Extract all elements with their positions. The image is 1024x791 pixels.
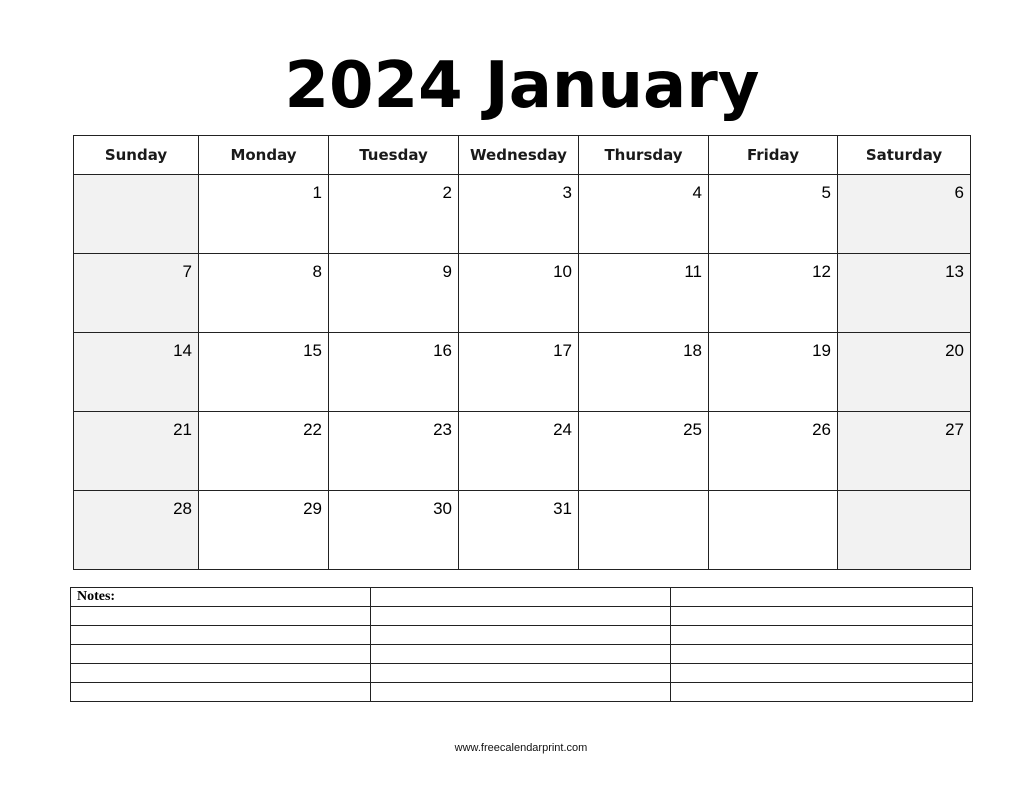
notes-cell: [371, 683, 671, 702]
day-number: 30: [433, 499, 452, 518]
day-number: 22: [303, 420, 322, 439]
day-cell-wednesday: [459, 412, 579, 491]
notes-cell: [71, 607, 371, 626]
notes-row: [71, 664, 973, 683]
notes-label: Notes:: [71, 588, 371, 607]
notes-row: [71, 683, 973, 702]
day-cell-sunday: [74, 333, 199, 412]
day-number: 13: [945, 262, 964, 281]
day-number: 20: [945, 341, 964, 360]
week-row: [74, 175, 971, 254]
day-number: 8: [312, 262, 322, 281]
day-number: 28: [173, 499, 192, 518]
week-row: [74, 412, 971, 491]
notes-cell: [671, 645, 973, 664]
day-cell-saturday: [838, 412, 971, 491]
day-cell-monday: [199, 333, 329, 412]
weekday-header-wednesday: Wednesday: [459, 136, 579, 175]
day-number: 9: [442, 262, 452, 281]
notes-cell: [371, 588, 671, 607]
notes-body: [71, 588, 973, 702]
day-cell-wednesday: [459, 175, 579, 254]
calendar-grid: [73, 135, 971, 570]
day-number: 7: [182, 262, 192, 281]
day-cell-sunday: [74, 491, 199, 570]
notes-cell: [671, 683, 973, 702]
day-number: 31: [553, 499, 572, 518]
day-number: 6: [954, 183, 964, 202]
notes-cell: [671, 588, 973, 607]
notes-cell: [71, 664, 371, 683]
day-number: 1: [312, 183, 322, 202]
notes-row: [71, 588, 973, 607]
day-cell-thursday: [579, 412, 709, 491]
day-cell-sunday: [74, 254, 199, 333]
day-cell-sunday: [74, 175, 199, 254]
day-number: 12: [812, 262, 831, 281]
weekday-header-monday: Monday: [199, 136, 329, 175]
day-cell-friday: [709, 254, 838, 333]
day-cell-friday: [709, 491, 838, 570]
day-cell-thursday: [579, 491, 709, 570]
weekday-header-thursday: Thursday: [579, 136, 709, 175]
day-number: 11: [684, 262, 702, 281]
day-cell-wednesday: [459, 491, 579, 570]
day-cell-friday: [709, 412, 838, 491]
day-cell-wednesday: [459, 254, 579, 333]
day-cell-friday: [709, 175, 838, 254]
day-cell-thursday: [579, 175, 709, 254]
notes-row: [71, 607, 973, 626]
day-cell-sunday: [74, 412, 199, 491]
day-number: [709, 491, 837, 499]
week-row: [74, 333, 971, 412]
day-number: 4: [692, 183, 702, 202]
weekday-header-saturday: Saturday: [838, 136, 971, 175]
day-number: 27: [945, 420, 964, 439]
notes-cell: [71, 645, 371, 664]
day-cell-saturday: [838, 491, 971, 570]
day-cell-tuesday: [329, 175, 459, 254]
day-number: 10: [553, 262, 572, 281]
day-number: 25: [683, 420, 702, 439]
day-number: 5: [821, 183, 831, 202]
notes-cell: [671, 664, 973, 683]
day-number: 29: [303, 499, 322, 518]
week-row: [74, 491, 971, 570]
day-number: 23: [433, 420, 452, 439]
day-number: 17: [553, 341, 572, 360]
day-cell-tuesday: [329, 412, 459, 491]
day-cell-tuesday: [329, 333, 459, 412]
weekday-header-sunday: Sunday: [74, 136, 199, 175]
day-number: [74, 175, 198, 183]
notes-row: [71, 645, 973, 664]
notes-cell: [371, 607, 671, 626]
day-cell-tuesday: [329, 491, 459, 570]
day-number: 15: [303, 341, 322, 360]
day-cell-monday: [199, 254, 329, 333]
notes-cell: [671, 626, 973, 645]
day-cell-monday: [199, 175, 329, 254]
day-cell-thursday: [579, 254, 709, 333]
day-number: 24: [553, 420, 572, 439]
weekday-header-friday: Friday: [709, 136, 838, 175]
week-row: [74, 254, 971, 333]
notes-cell: [71, 683, 371, 702]
weekday-header-tuesday: Tuesday: [329, 136, 459, 175]
notes-row: [71, 626, 973, 645]
day-number: [838, 491, 970, 499]
day-number: 2: [442, 183, 452, 202]
day-cell-wednesday: [459, 333, 579, 412]
day-cell-saturday: [838, 175, 971, 254]
day-cell-saturday: [838, 333, 971, 412]
day-number: 21: [173, 420, 192, 439]
weekday-header-row: [74, 136, 971, 175]
notes-cell: [371, 626, 671, 645]
notes-cell: [371, 664, 671, 683]
day-cell-saturday: [838, 254, 971, 333]
day-number: [579, 491, 708, 499]
day-number: 14: [173, 341, 192, 360]
notes-cell: [71, 626, 371, 645]
day-number: 18: [683, 341, 702, 360]
day-cell-thursday: [579, 333, 709, 412]
day-number: 3: [562, 183, 572, 202]
calendar-title: 2024 January: [284, 49, 760, 123]
day-number: 19: [812, 341, 831, 360]
footer-url: www.freecalendarprint.com: [454, 742, 588, 754]
day-number: 16: [433, 341, 452, 360]
day-cell-monday: [199, 412, 329, 491]
day-cell-friday: [709, 333, 838, 412]
day-number: 26: [812, 420, 831, 439]
notes-cell: [371, 645, 671, 664]
notes-cell: [671, 607, 973, 626]
day-cell-tuesday: [329, 254, 459, 333]
day-cell-monday: [199, 491, 329, 570]
calendar-body: [74, 175, 971, 570]
notes-table: [70, 587, 973, 702]
